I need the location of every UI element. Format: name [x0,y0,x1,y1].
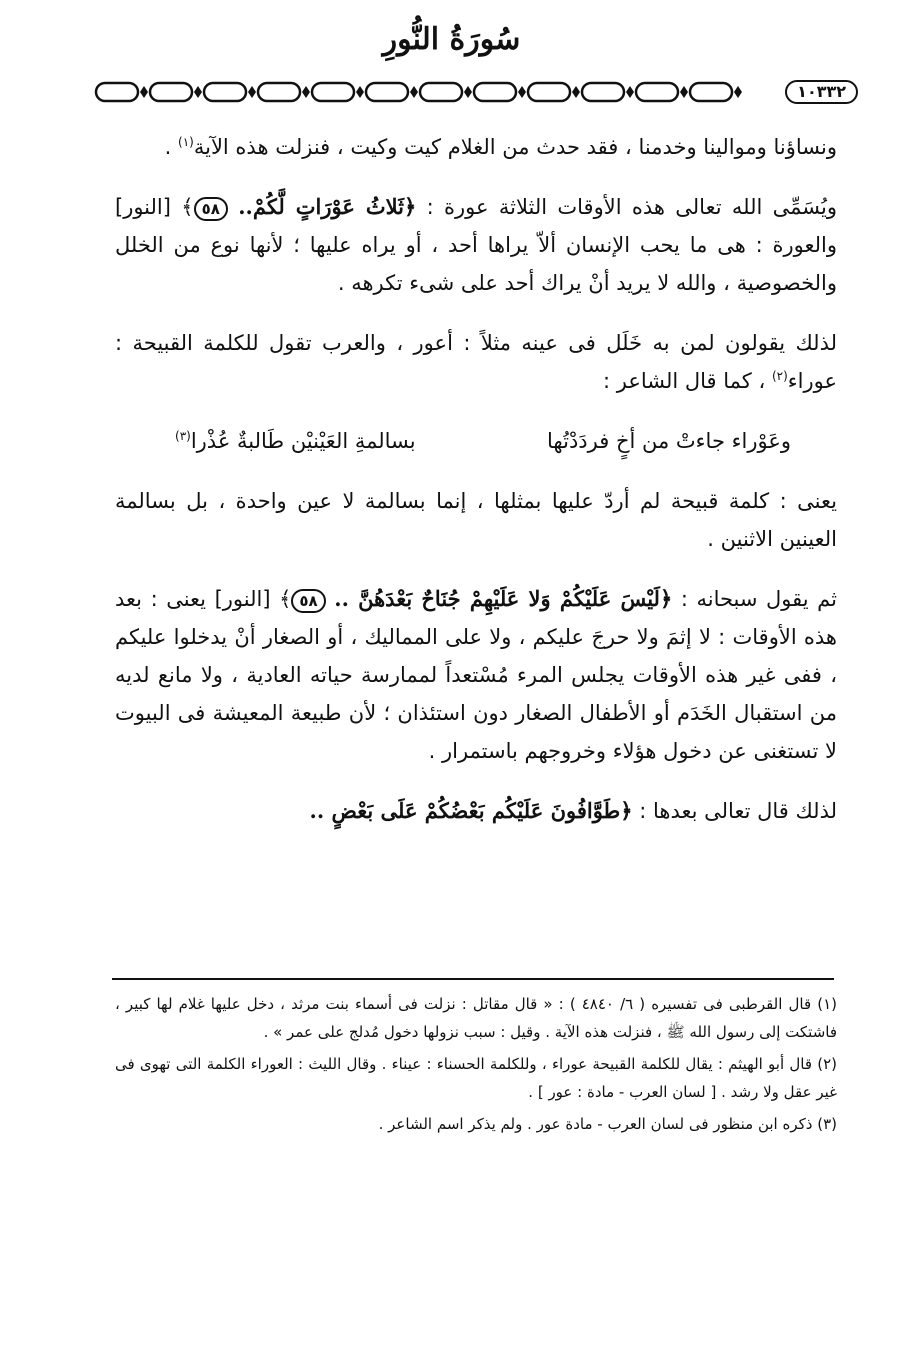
footnote-1: (١) قال القرطبى فى تفسيره ( ٦/ ٤٨٤٠ ) : « قال مقاتل : نزلت فى أسماء بنت مرثد ، دخل عليها غلام لها كبير ، فاشتكت إلى رسول الله ﷺ ، فنزلت هذه الآية . وقيل : سبب نزولها دخول مُدلج على عمر » . [115,995,837,1041]
surah-title: سُورَةُ النُّورِ [382,22,521,57]
header-border [92,80,858,104]
footnotes [115,990,837,1142]
ornamental-border-icon [92,80,742,104]
quran-quote: ﴿لَيْسَ عَلَيْكُمْ وَلا عَلَيْهِمْ جُنَاحٌ بَعْدَهُنَّ .. [334,586,673,611]
main-text [115,128,837,852]
paragraph-1: ونساؤنا وموالينا وخدمنا ، فقد حدث من الغلام كيت وكيت ، فنزلت هذه الآية$^{(١)}$ . [164,135,837,159]
paragraph-2: ويُسَمِّى الله تعالى هذه الأوقات الثلاثة عورة : ﴿ثَلاثُ عَوْرَاتٍ لَّكُمْ.. ٥٨﴾ [النور] والعورة : هى ما يحب الإنسان ألاّ يراها أحد ، أو يراه عليها ؛ لأنها نوع من الخلل والخصوصية ، والله لا يريد أنْ يراك أحد على شىء تكرهه . [115,194,837,295]
quran-quote: ﴿طَوَّافُونَ عَلَيْكُم بَعْضُكُمْ عَلَى بَعْضٍ .. [309,798,633,823]
poetry-verse [115,422,837,460]
paragraph-5: ثم يقول سبحانه : ﴿لَيْسَ عَلَيْكُمْ وَلا عَلَيْهِمْ جُنَاحٌ بَعْدَهُنَّ .. ٥٨﴾ [النور] يعنى : بعد هذه الأوقات : لا إثمَ ولا حرجَ عليكم ، ولا على المماليك ، أو الصغار أنْ يدخلوا عليكم ، ففى غير هذه الأوقات يجلس المرء مُسْتعداً لممارسة حياته العادية ، ولا مانع لديه من استقبال الخَدَم أو الأطفال الصغار دون استئذان ؛ لأن طبيعة المعيشة فى البيوت لا تستغنى عن دخول هؤلاء وخروجهم باستمرار . [115,586,837,763]
paragraph-3: لذلك يقولون لمن به خَلَل فى عينه مثلاً : أعور ، والعرب تقول للكلمة القبيحة : عوراء$^{(٢)}$ ، كما قال الشاعر : [115,331,837,393]
ayah-number: ٥٨ [194,197,228,221]
paragraph-6: لذلك قال تعالى بعدها : ﴿طَوَّافُونَ عَلَيْكُم بَعْضُكُمْ عَلَى بَعْضٍ .. [309,798,837,823]
footnote-2: (٢) قال أبو الهيثم : يقال للكلمة القبيحة عوراء ، وللكلمة الحسناء : عيناء . وقال الليث : العوراء الكلمة التى تهوى فى غير عقل ولا رشد . [ لسان العرب - مادة : عور ] . [115,1055,837,1101]
footnote-ref-2[interactable]: (٢) [771,369,788,383]
footnote-3: (٣) ذكره ابن منظور فى لسان العرب - مادة عور . ولم يذكر اسم الشاعر . [378,1115,837,1133]
page-number: ١٠٣٣٢ [785,80,858,104]
quran-quote: ﴿ثَلاثُ عَوْرَاتٍ لَّكُمْ.. [238,194,417,219]
footnote-divider [112,978,834,980]
verse-first-hemistich: وعَوْراء جاءتْ من أخٍ فردَدْتُها [547,429,791,453]
ayah-number: ٥٨ [291,589,325,613]
footnote-ref-3[interactable]: (٣) [175,429,191,443]
paragraph-4: يعنى : كلمة قبيحة لم أردّ عليها بمثلها ، إنما بسالمة لا عين واحدة ، بل بسالمة العينين الاثنين . [115,489,837,551]
footnote-ref-1[interactable]: (١) [178,135,194,149]
verse-second-hemistich: بسالمةِ العَيْنيْن طَالبةٌ عُذْرا$^{(٣)}$ [175,429,416,453]
